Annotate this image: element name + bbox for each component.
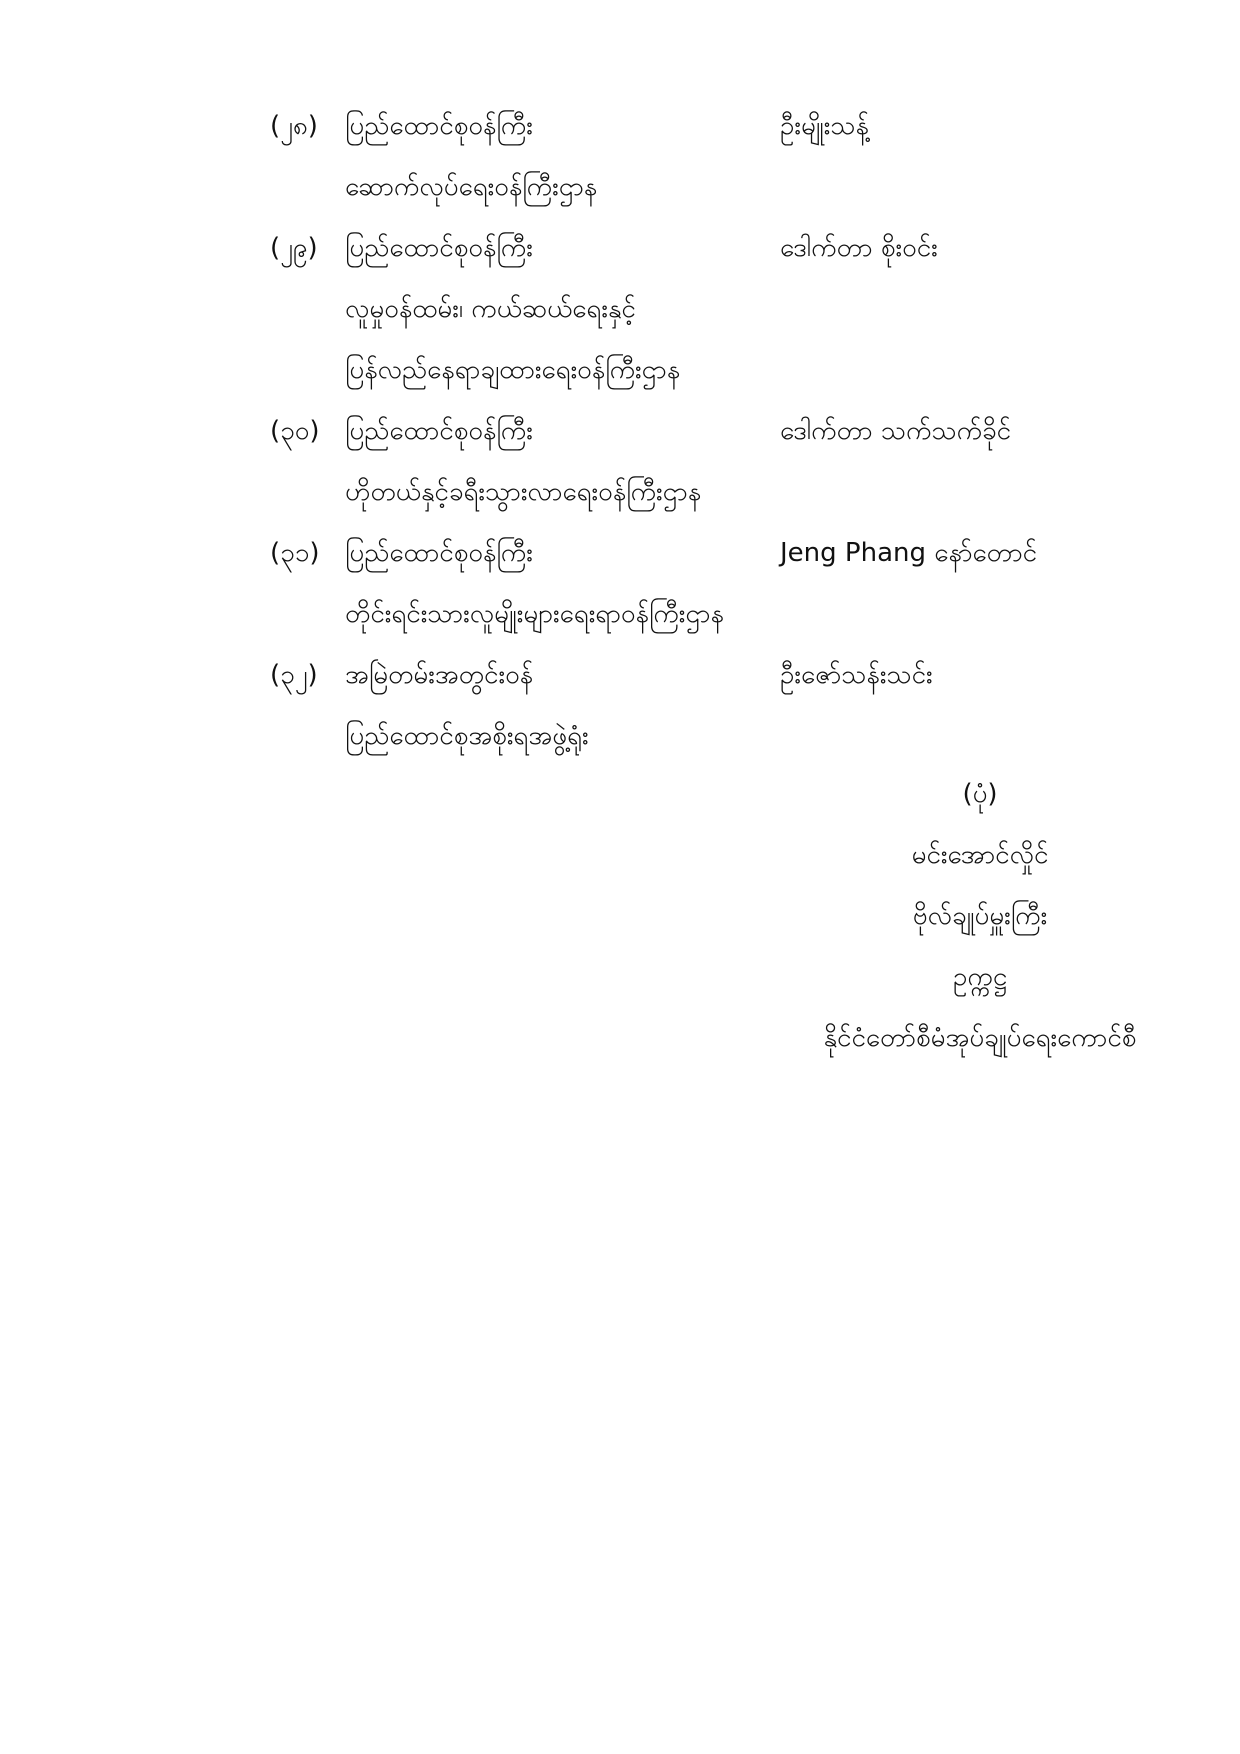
entry-department: ပြန်လည်နေရာချထားရေးဝန်ကြီးဌာန [345, 355, 681, 385]
member-list [270, 96, 1170, 767]
entry-number: (၃၁) [270, 538, 320, 568]
entry-number: (၂၈) [270, 111, 318, 141]
signatory-role: ဥက္ကဋ္ဌ [953, 962, 1007, 992]
entry-department: ဟိုတယ်နှင့်ခရီးသွားလာရေးဝန်ကြီးဌာန [345, 477, 702, 507]
entry-department: လူမှုဝန်ထမ်း၊ ကယ်ဆယ်ရေးနှင့် [345, 294, 636, 324]
signed-mark: (ပုံ) [962, 779, 998, 809]
entry-title: ပြည်ထောင်စုဝန်ကြီး [345, 416, 533, 446]
entry-title: အမြဲတမ်းအတွင်းဝန် [345, 660, 534, 690]
entry-person: Jeng Phang နော်တောင် [780, 538, 1038, 568]
signatory-name: မင်းအောင်လှိုင် [911, 840, 1049, 870]
list-item [270, 218, 1170, 401]
list-item [270, 645, 1170, 767]
list-item [270, 96, 1170, 218]
signature-block [770, 764, 1190, 1069]
entry-title: ပြည်ထောင်စုဝန်ကြီး [345, 111, 533, 141]
signatory-rank: ဗိုလ်ချုပ်မှူးကြီး [912, 901, 1048, 931]
entry-title: ပြည်ထောင်စုဝန်ကြီး [345, 538, 533, 568]
entry-person: ဦးဇော်သန်းသင်း [780, 660, 933, 690]
entry-department: တိုင်းရင်းသားလူမျိုးများရေးရာဝန်ကြီးဌာန [345, 599, 724, 629]
entry-number: (၃၂) [270, 660, 318, 690]
list-item [270, 523, 1170, 645]
entry-person: ဦးမျိုးသန့် [780, 111, 869, 141]
entry-person: ဒေါက်တာ သက်သက်ခိုင် [780, 416, 1012, 446]
entry-title: ပြည်ထောင်စုဝန်ကြီး [345, 233, 533, 263]
list-item [270, 401, 1170, 523]
entry-number: (၂၉) [270, 233, 318, 263]
entry-number: (၃၀) [270, 416, 320, 446]
entry-department: ဆောက်လုပ်ရေးဝန်ကြီးဌာန [345, 172, 598, 202]
entry-department: ပြည်ထောင်စုအစိုးရအဖွဲ့ရုံး [345, 721, 589, 751]
signatory-organization: နိုင်ငံတော်စီမံအုပ်ချုပ်ရေးကောင်စီ [823, 1023, 1137, 1053]
entry-person: ဒေါက်တာ စိုးဝင်း [780, 233, 938, 263]
